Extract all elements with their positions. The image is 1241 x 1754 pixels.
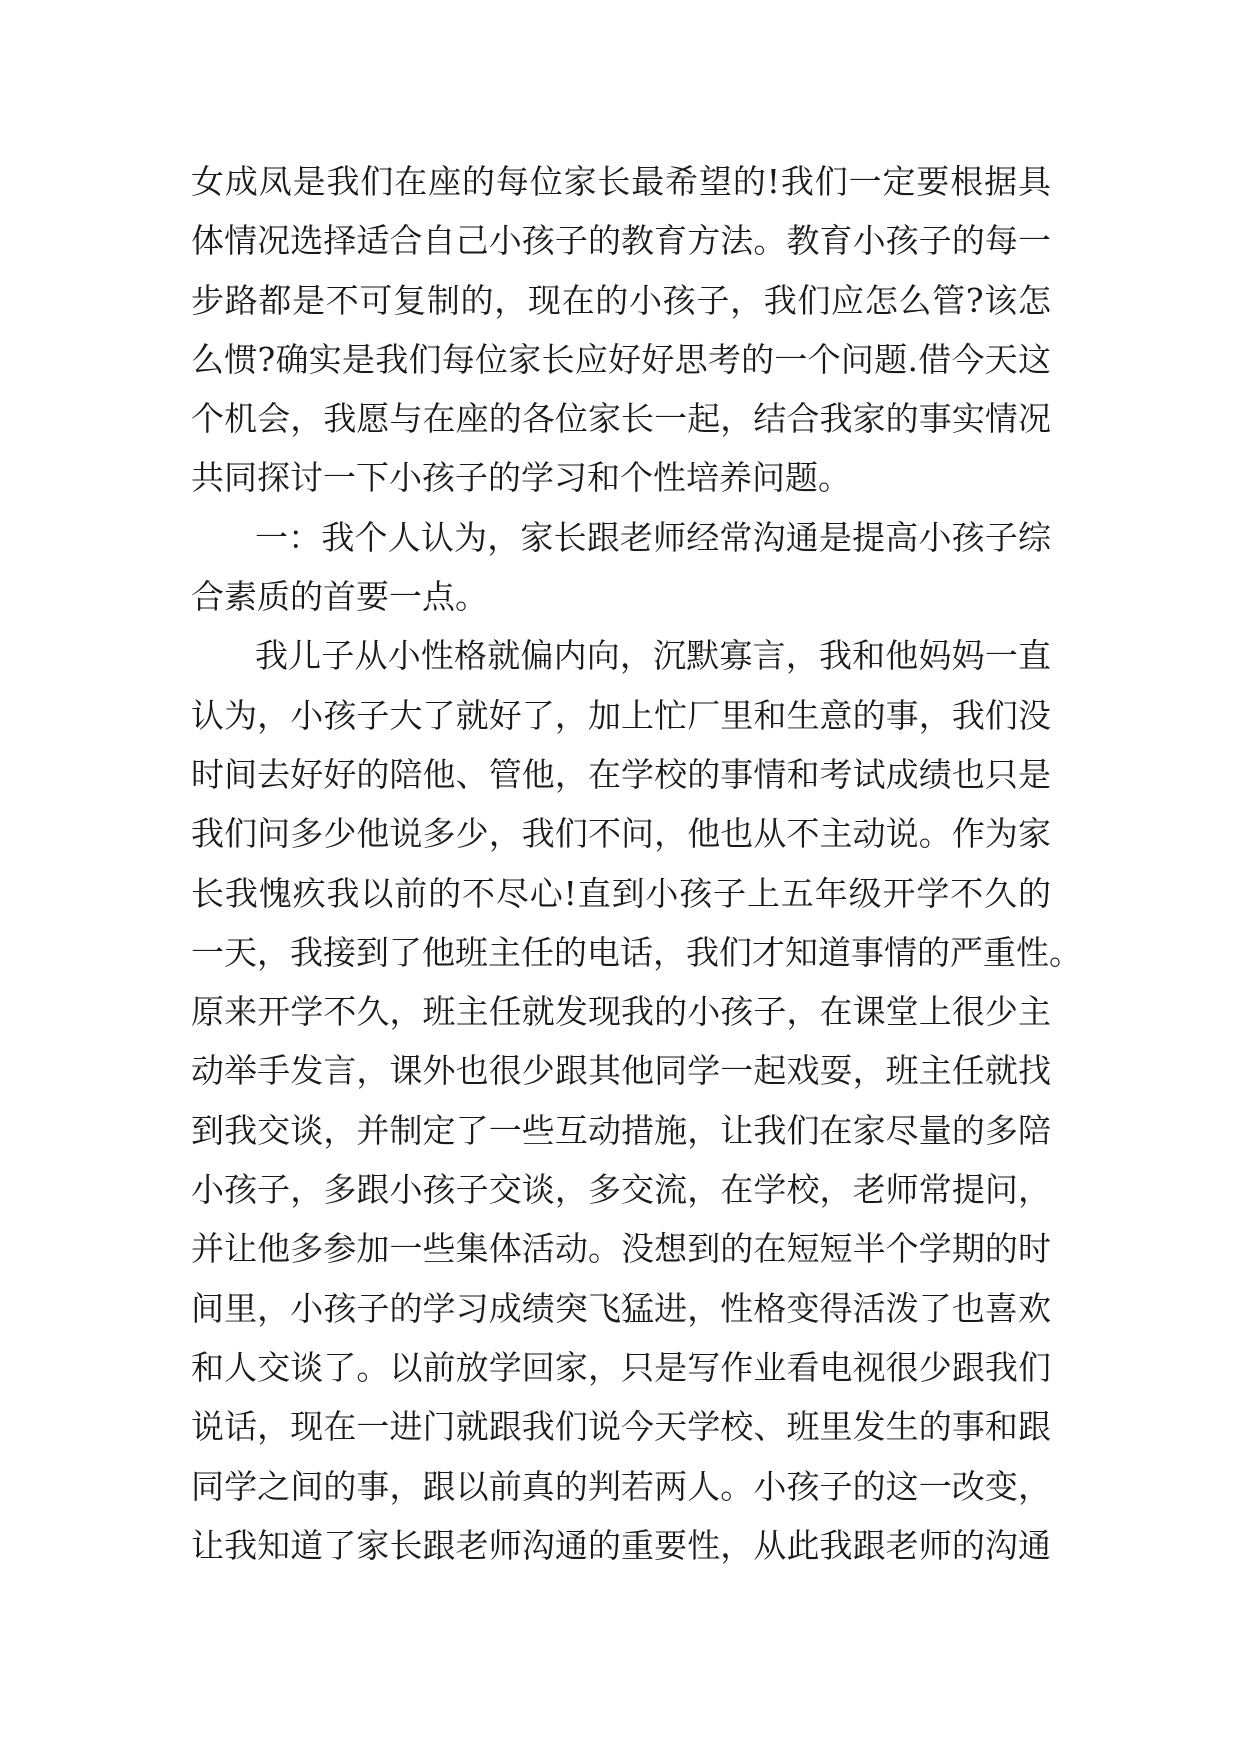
text-line: 小孩子，多跟小孩子交谈，多交流，在学校，老师常提问， xyxy=(191,1170,1051,1210)
text-line: 一天，我接到了他班主任的电话，我们才知道事情的严重性。 xyxy=(191,932,1082,972)
text-line: 个机会，我愿与在座的各位家长一起，结合我家的事实情况 xyxy=(191,399,1051,439)
text-line: 体情况选择适合自己小孩子的教育方法。教育小孩子的每一 xyxy=(191,221,1051,261)
text-line: 和人交谈了。以前放学回家，只是写作业看电视很少跟我们 xyxy=(191,1347,1051,1387)
text-line: 同学之间的事，跟以前真的判若两人。小孩子的这一改变， xyxy=(191,1466,1051,1506)
text-line: 时间去好好的陪他、管他，在学校的事情和考试成绩也只是 xyxy=(191,754,1051,794)
text-line: 步路都是不可复制的，现在的小孩子，我们应怎么管?该怎 xyxy=(191,280,1051,320)
text-line: 我儿子从小性格就偏内向，沉默寡言，我和他妈妈一直 xyxy=(255,636,1051,676)
body-text xyxy=(191,152,1082,1575)
text-line: 动举手发言，课外也很少跟其他同学一起戏耍，班主任就找 xyxy=(191,1051,1051,1091)
text-line: 认为，小孩子大了就好了，加上忙厂里和生意的事，我们没 xyxy=(191,695,1051,735)
text-line: 原来开学不久，班主任就发现我的小孩子，在课堂上很少主 xyxy=(191,992,1051,1032)
text-line: 并让他多参加一些集体活动。没想到的在短短半个学期的时 xyxy=(191,1229,1051,1269)
text-line: 到我交谈，并制定了一些互动措施，让我们在家尽量的多陪 xyxy=(191,1110,1051,1150)
text-line: 间里，小孩子的学习成绩突飞猛进，性格变得活泼了也喜欢 xyxy=(191,1288,1051,1328)
text-line: 说话，现在一进门就跟我们说今天学校、班里发生的事和跟 xyxy=(191,1407,1051,1447)
section-heading-line: 合素质的首要一点。 xyxy=(191,577,488,617)
section-heading-line: 一：我个人认为，家长跟老师经常沟通是提高小孩子综 xyxy=(255,517,1051,557)
text-line: 长我愧疚我以前的不尽心!直到小孩子上五年级开学不久的 xyxy=(191,873,1051,913)
text-line: 共同探讨一下小孩子的学习和个性培养问题。 xyxy=(191,458,851,498)
text-line: 我们问多少他说多少，我们不问，他也从不主动说。作为家 xyxy=(191,814,1051,854)
text-line: 女成凤是我们在座的每位家长最希望的!我们一定要根据具 xyxy=(191,162,1051,201)
text-line: 么惯?确实是我们每位家长应好好思考的一个问题.借今天这 xyxy=(191,339,1051,379)
text-line: 让我知道了家长跟老师沟通的重要性，从此我跟老师的沟通 xyxy=(191,1525,1051,1565)
